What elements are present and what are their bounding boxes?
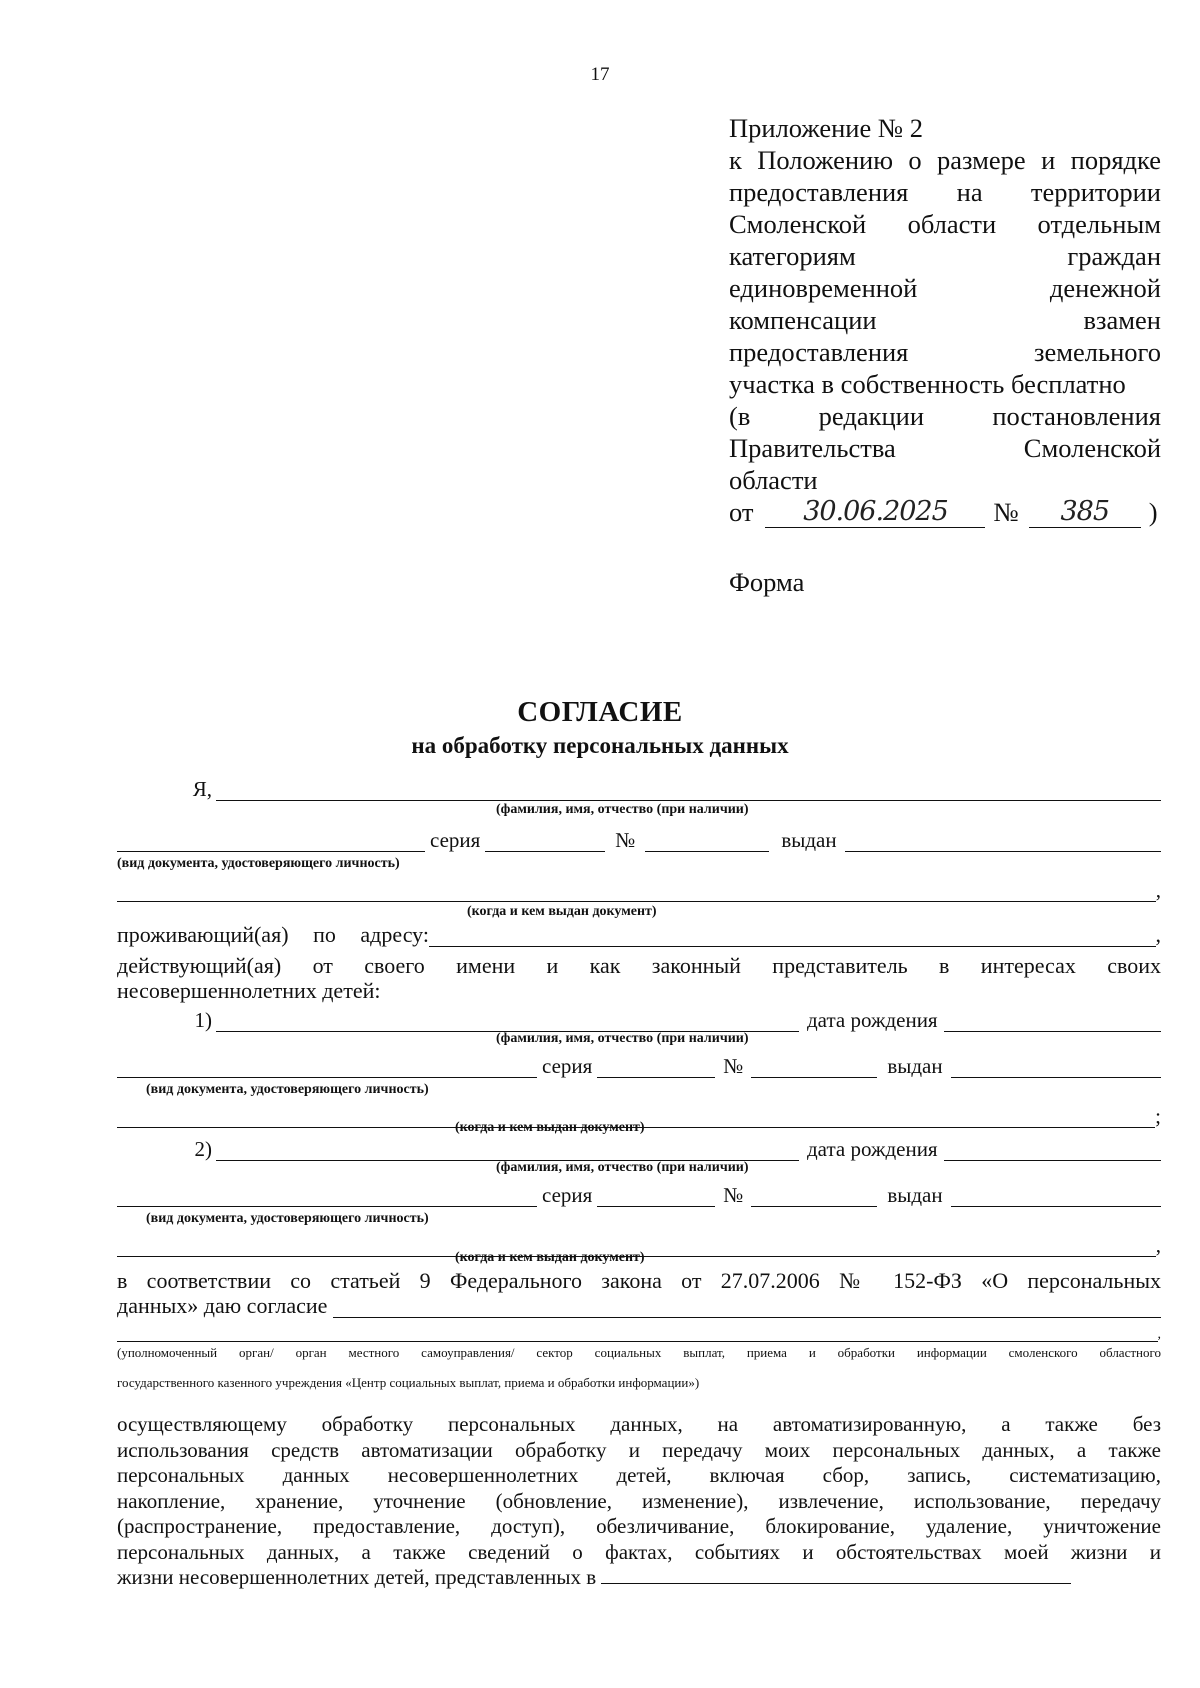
appendix-line: участка в собственность бесплатно	[729, 369, 1126, 399]
child2-name-field[interactable]	[216, 1140, 799, 1161]
appendix-line: Приложение № 2	[729, 113, 924, 143]
caption-doc-type: (вид документа, удостоверяющего личность)	[146, 1211, 429, 1226]
applicant-issued-field[interactable]	[845, 831, 1161, 852]
row-applicant-doc	[117, 828, 1161, 852]
caption-organ-line1: (уполномоченный орган/ орган местного самоуправления/ сектор социальных выплат, приема и обработки информации смоленского областного	[117, 1345, 1161, 1360]
child2-doc-type-field[interactable]	[117, 1186, 537, 1207]
organ-field[interactable]	[117, 1331, 1158, 1342]
nomer-label: №	[723, 1183, 744, 1207]
appendix-line: единовременной денежной	[729, 273, 1161, 303]
child2-birth-date-field[interactable]	[944, 1140, 1161, 1161]
ya-label: Я,	[192, 777, 212, 801]
semicolon: ;	[1155, 1104, 1161, 1128]
caption-doc-type: (вид документа, удостоверяющего личность)	[146, 1082, 429, 1097]
last-line	[117, 1565, 1161, 1591]
body-line: (распространение, предоставление, доступ), обезличивание, блокирование, удаление, уничтожение	[117, 1514, 1161, 1538]
child1-doc-type-field[interactable]	[117, 1057, 537, 1078]
birth-date-label: дата рождения	[807, 1008, 938, 1032]
body-line: накопление, хранение, уточнение (обновление, изменение), извлечение, использование, передачу	[117, 1488, 1161, 1513]
birth-date-label: дата рождения	[807, 1137, 938, 1161]
caption-fio: (фамилия, имя, отчество (при наличии)	[496, 802, 749, 817]
row-child2-doc	[117, 1183, 1161, 1207]
seria-label: серия	[542, 1054, 593, 1078]
child2-label: 2)	[194, 1137, 212, 1161]
acting-line: действующий(ая) от своего имени и как законный представитель в интересах своих	[117, 953, 1161, 978]
row-applicant-name	[117, 777, 1161, 801]
child2-issued-field[interactable]	[951, 1186, 1161, 1207]
caption-fio: (фамилия, имя, отчество (при наличии)	[496, 1160, 749, 1175]
appendix-block	[729, 112, 1161, 528]
body-line: персональных данных несовершеннолетних детей, включая сбор, запись, систематизацию,	[117, 1463, 1161, 1487]
applicant-when-field[interactable]	[117, 881, 1156, 902]
child1-name-field[interactable]	[216, 1011, 799, 1032]
number-prefix: №	[993, 497, 1019, 527]
represented-in-field[interactable]	[601, 1565, 1071, 1584]
applicant-seria-field[interactable]	[485, 831, 605, 852]
consent-label: данных» даю согласие	[117, 1293, 328, 1318]
row-address	[117, 923, 1161, 947]
comma: ,	[1155, 1233, 1161, 1257]
document-subtitle: на обработку персональных данных	[411, 733, 789, 758]
child1-label: 1)	[194, 1008, 212, 1032]
comma: ,	[1155, 878, 1161, 902]
appendix-date-line	[729, 496, 1161, 528]
caption-doc-type: (вид документа, удостоверяющего личность)	[117, 856, 400, 871]
caption-when-issued: (когда и кем выдан документ)	[455, 1120, 645, 1135]
row-consent	[117, 1294, 1161, 1318]
body-line: использования средств автоматизации обработку и передачу моих персональных данных, а также	[117, 1437, 1161, 1462]
child2-seria-field[interactable]	[597, 1186, 715, 1207]
appendix-line: предоставления на территории	[729, 177, 1161, 207]
comma: ,	[1155, 922, 1161, 947]
handwritten-date: 30.06.2025	[765, 497, 985, 528]
appendix-line: области	[729, 465, 818, 495]
applicant-doc-type-field[interactable]	[117, 831, 425, 852]
seria-label: серия	[430, 828, 481, 852]
consent-organ-field[interactable]	[333, 1297, 1161, 1318]
applicant-number-field[interactable]	[645, 831, 769, 852]
close-paren: )	[1148, 497, 1158, 527]
appendix-line: к Положению о размере и порядке	[729, 145, 1161, 175]
child1-birth-date-field[interactable]	[944, 1011, 1161, 1032]
children-line: несовершеннолетних детей:	[117, 978, 381, 1003]
row-child2-name	[117, 1137, 1161, 1161]
caption-when-issued: (когда и кем выдан документ)	[467, 904, 657, 919]
child1-issued-field[interactable]	[951, 1057, 1161, 1078]
row-child1-name	[117, 1008, 1161, 1032]
row-organ-blank	[117, 1328, 1161, 1342]
caption-fio: (фамилия, имя, отчество (при наличии)	[496, 1031, 749, 1046]
nomer-label: №	[615, 828, 636, 852]
vydan-label: выдан	[887, 1054, 943, 1078]
body-line: персональных данных, а также сведений о фактах, событиях и обстоятельствах моей жизни и	[117, 1539, 1161, 1564]
caption-organ-line2: государственного казенного учреждения «Центр социальных выплат, приема и обработки информации»)	[117, 1375, 700, 1390]
row-applicant-when	[117, 878, 1161, 902]
date-prefix: от	[729, 497, 754, 527]
consent-body	[117, 1412, 1161, 1565]
child1-number-field[interactable]	[751, 1057, 877, 1078]
appendix-line: (в редакции постановления	[729, 401, 1161, 431]
appendix-line: предоставления земельного	[729, 337, 1161, 367]
seria-label: серия	[542, 1183, 593, 1207]
nomer-label: №	[723, 1054, 744, 1078]
comma: ,	[1157, 1327, 1161, 1342]
address-field[interactable]	[429, 926, 1156, 947]
page-number: 17	[590, 64, 610, 85]
row-child1-doc	[117, 1054, 1161, 1078]
appendix-line: категориям граждан	[729, 241, 1161, 271]
child1-seria-field[interactable]	[597, 1057, 715, 1078]
vydan-label: выдан	[781, 828, 837, 852]
body-line: осуществляющему обработку персональных данных, на автоматизированную, а также без	[117, 1412, 1161, 1436]
document-title: СОГЛАСИЕ	[517, 696, 683, 728]
forma-label: Форма	[729, 567, 805, 597]
last-line-text: жизни несовершеннолетних детей, представленных в	[117, 1565, 597, 1589]
handwritten-number: 385	[1029, 497, 1141, 528]
appendix-line: компенсации взамен	[729, 305, 1161, 335]
appendix-lines	[729, 112, 1161, 496]
law-line: в соответствии со статьей 9 Федерального закона от 27.07.2006 № 152-ФЗ «О персональных	[117, 1268, 1161, 1293]
caption-when-issued: (когда и кем выдан документ)	[455, 1250, 645, 1265]
child2-number-field[interactable]	[751, 1186, 877, 1207]
appendix-line: Правительства Смоленской	[729, 433, 1161, 463]
applicant-name-field[interactable]	[216, 780, 1161, 801]
appendix-line: Смоленской области отдельным	[729, 209, 1161, 239]
vydan-label: выдан	[887, 1183, 943, 1207]
address-label: проживающий(ая) по адресу:	[117, 922, 429, 947]
